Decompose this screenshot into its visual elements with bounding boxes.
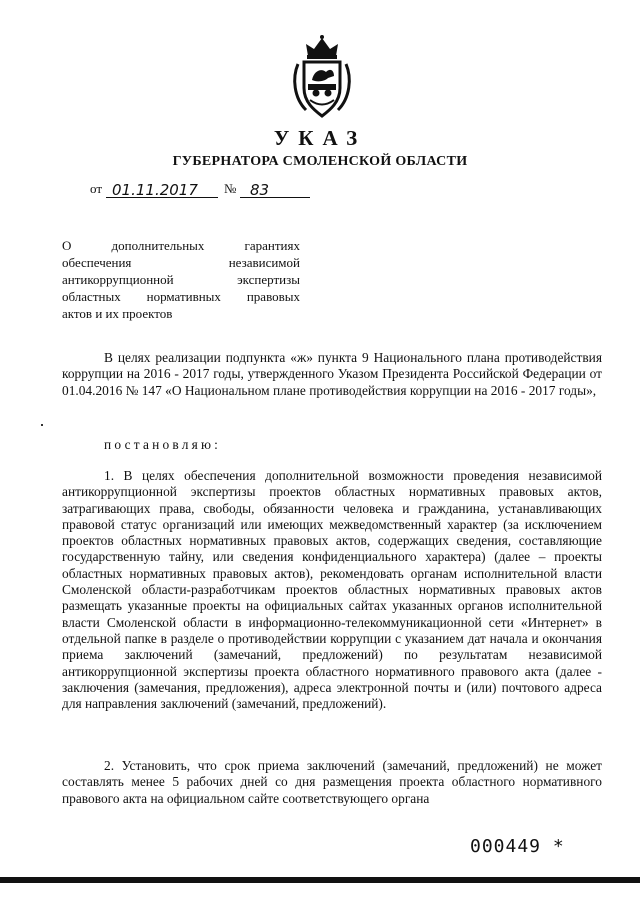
scan-edge-bar xyxy=(0,877,640,883)
subject-line: О дополнительных гарантиях xyxy=(62,238,300,253)
subject-line: антикоррупционной экспертизы xyxy=(62,272,300,287)
subject-line: областных нормативных правовых xyxy=(62,289,300,304)
handwritten-number: 83 xyxy=(250,181,270,199)
document-date-number xyxy=(90,178,320,200)
paragraph-2: 2. Установить, что срок приема заключений (замечаний, предложений) не может составлять менее 5 рабочих дней со дня размещения проекта областного нормативного правового акта на официальном сайте соответствующего органа xyxy=(62,758,602,806)
decree-subject xyxy=(62,237,300,322)
document-title: УКАЗ xyxy=(273,126,367,150)
paragraph-1: 1. В целях обеспечения дополнительной возможности проведения независимой антикоррупционной экспертизы проектов областных нормативных правовых актов, затрагивающих права, свободы, обязанности человека и гражданина, устанавливающих правовой статус организаций или имеющих межведомственный характер (за исключением проектов областных нормативных правовых актов, содержащих сведения, составляющие государственную тайну, или сведения конфиденциального характера) (далее – проекты областных нормативных правовых актов), рекомендовать органам исполнительной власти Смоленской области-разработчикам проектов областных нормативных правовых актов размещать указанные проекты на официальных сайтах указанных органов исполнительной власти Смоленской области в информационно-телекоммуникационной сети «Интернет» в отдельной папке в разделе о противодействии коррупции с указанием дат начала и окончания приема заключений (замечаний, предложений) по результатам независимой антикоррупционной экспертизы проекта областного нормативного правового акта (далее - заключения (замечания, предложения), адреса электронной почты и (или) почтового адреса для направления заключений (замечаний, предложений). xyxy=(62,468,602,712)
preamble-paragraph: В целях реализации подпункта «ж» пункта 9 Национального плана противодействия коррупции на 2016 - 2017 годы, утвержденного Указом Президента Российской Федерации от 01.04.2016 № 147 «О Национальном плане противодействия коррупции на 2016 - 2017 годы», xyxy=(62,350,602,398)
subject-line: обеспечения независимой xyxy=(62,255,300,270)
number-label: № xyxy=(224,181,237,196)
decree-word: постановляю: xyxy=(104,437,222,452)
serial-number: 000449 * xyxy=(470,836,565,857)
handwritten-date: 01.11.2017 xyxy=(112,181,198,199)
subject-line: актов и их проектов xyxy=(62,306,173,321)
scan-speck xyxy=(41,424,43,426)
date-label: от xyxy=(90,181,103,196)
coat-of-arms-icon xyxy=(288,34,356,120)
issuer-title: ГУБЕРНАТОРА СМОЛЕНСКОЙ ОБЛАСТИ xyxy=(172,154,468,169)
